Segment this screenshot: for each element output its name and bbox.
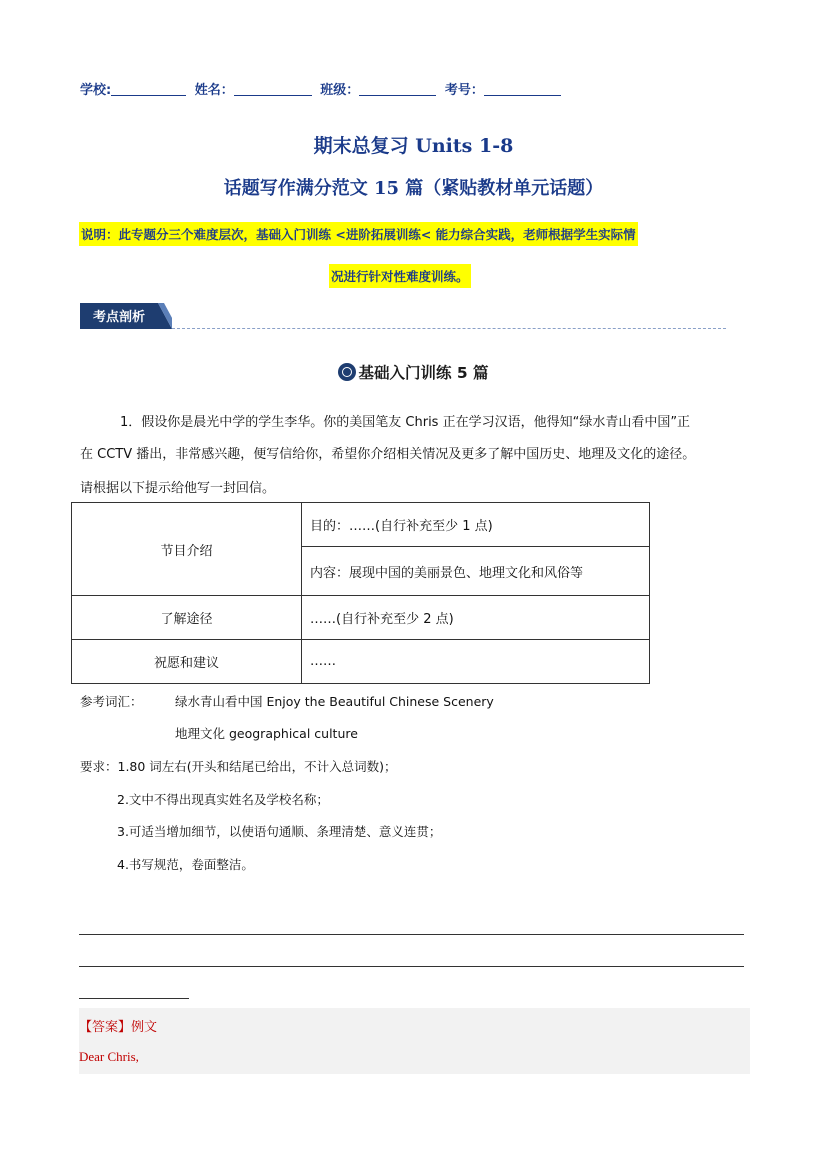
question-line-3: 请根据以下提示给他写一封回信。 bbox=[80, 481, 276, 496]
name-field[interactable] bbox=[234, 81, 312, 96]
answer-greeting: Dear Chris, bbox=[79, 1049, 139, 1064]
banner-label: 考点剖析 bbox=[93, 310, 146, 325]
note-line-1: 说明：此专题分三个难度层次，基础入门训练 <进阶拓展训练< 能力综合实践，老师根据学生实际情 bbox=[79, 222, 638, 246]
note-line-2: 况进行针对性难度训练。 bbox=[329, 264, 471, 288]
writing-line[interactable] bbox=[79, 934, 744, 935]
section-heading-text: 基础入门训练 5 篇 bbox=[358, 364, 489, 382]
page-title: 期末总复习 Units 1-8 bbox=[313, 135, 514, 157]
task-table bbox=[71, 502, 650, 684]
section-divider bbox=[172, 328, 726, 329]
vocab-item: 绿水青山看中国 Enjoy the Beautiful Chinese Scenery bbox=[175, 694, 494, 709]
answer-title: 【答案】例文 bbox=[79, 1020, 158, 1035]
table-cell: 内容：展现中国的美丽景色、地理文化和风俗等 bbox=[302, 547, 650, 596]
section-banner bbox=[80, 303, 172, 329]
table-cell: …… bbox=[302, 640, 650, 684]
class-field[interactable] bbox=[359, 81, 436, 96]
class-label: 班级： bbox=[320, 83, 360, 98]
exam-number-field[interactable] bbox=[484, 81, 561, 96]
table-row bbox=[72, 596, 650, 640]
school-label: 学校: bbox=[80, 83, 112, 98]
writing-line[interactable] bbox=[79, 966, 744, 967]
writing-line[interactable] bbox=[79, 998, 189, 999]
table-row bbox=[72, 640, 650, 684]
exam-number-label: 考号： bbox=[444, 83, 484, 98]
table-cell: ……(自行补充至少 2 点) bbox=[302, 596, 650, 640]
section-badge-icon bbox=[338, 363, 356, 381]
question-line-2: 在 CCTV 播出，非常感兴趣，便写信给你，希望你介绍相关情况及更多了解中国历史、地理及文化的途径。 bbox=[80, 447, 696, 462]
answer-box bbox=[79, 1008, 750, 1074]
student-info-fields bbox=[80, 79, 561, 98]
school-field[interactable] bbox=[111, 81, 186, 96]
section-heading bbox=[0, 361, 827, 383]
requirement-item: 要求：1.80 词左右(开头和结尾已给出，不计入总词数)； bbox=[80, 759, 397, 774]
vocab-item: 地理文化 geographical culture bbox=[175, 726, 358, 741]
name-label: 姓名： bbox=[194, 83, 234, 98]
table-row-label: 了解途径 bbox=[72, 596, 302, 640]
table-row-label: 节目介绍 bbox=[72, 503, 302, 596]
page-subtitle: 话题写作满分范文 15 篇（紧贴教材单元话题） bbox=[223, 178, 604, 199]
requirement-item: 2.文中不得出现真实姓名及学校名称； bbox=[117, 792, 329, 807]
vocab-label: 参考词汇： bbox=[80, 694, 143, 709]
requirement-item: 3.可适当增加细节，以使语句通顺、条理清楚、意义连贯； bbox=[117, 824, 442, 839]
table-cell: 目的：……(自行补充至少 1 点) bbox=[302, 503, 650, 547]
question-line-1: 1．假设你是晨光中学的学生李华。你的美国笔友 Chris 正在学习汉语，他得知“绿水青山看中国”正 bbox=[120, 415, 691, 430]
table-row-label: 祝愿和建议 bbox=[72, 640, 302, 684]
requirement-item: 4.书写规范，卷面整洁。 bbox=[117, 857, 254, 872]
table-row bbox=[72, 503, 650, 547]
